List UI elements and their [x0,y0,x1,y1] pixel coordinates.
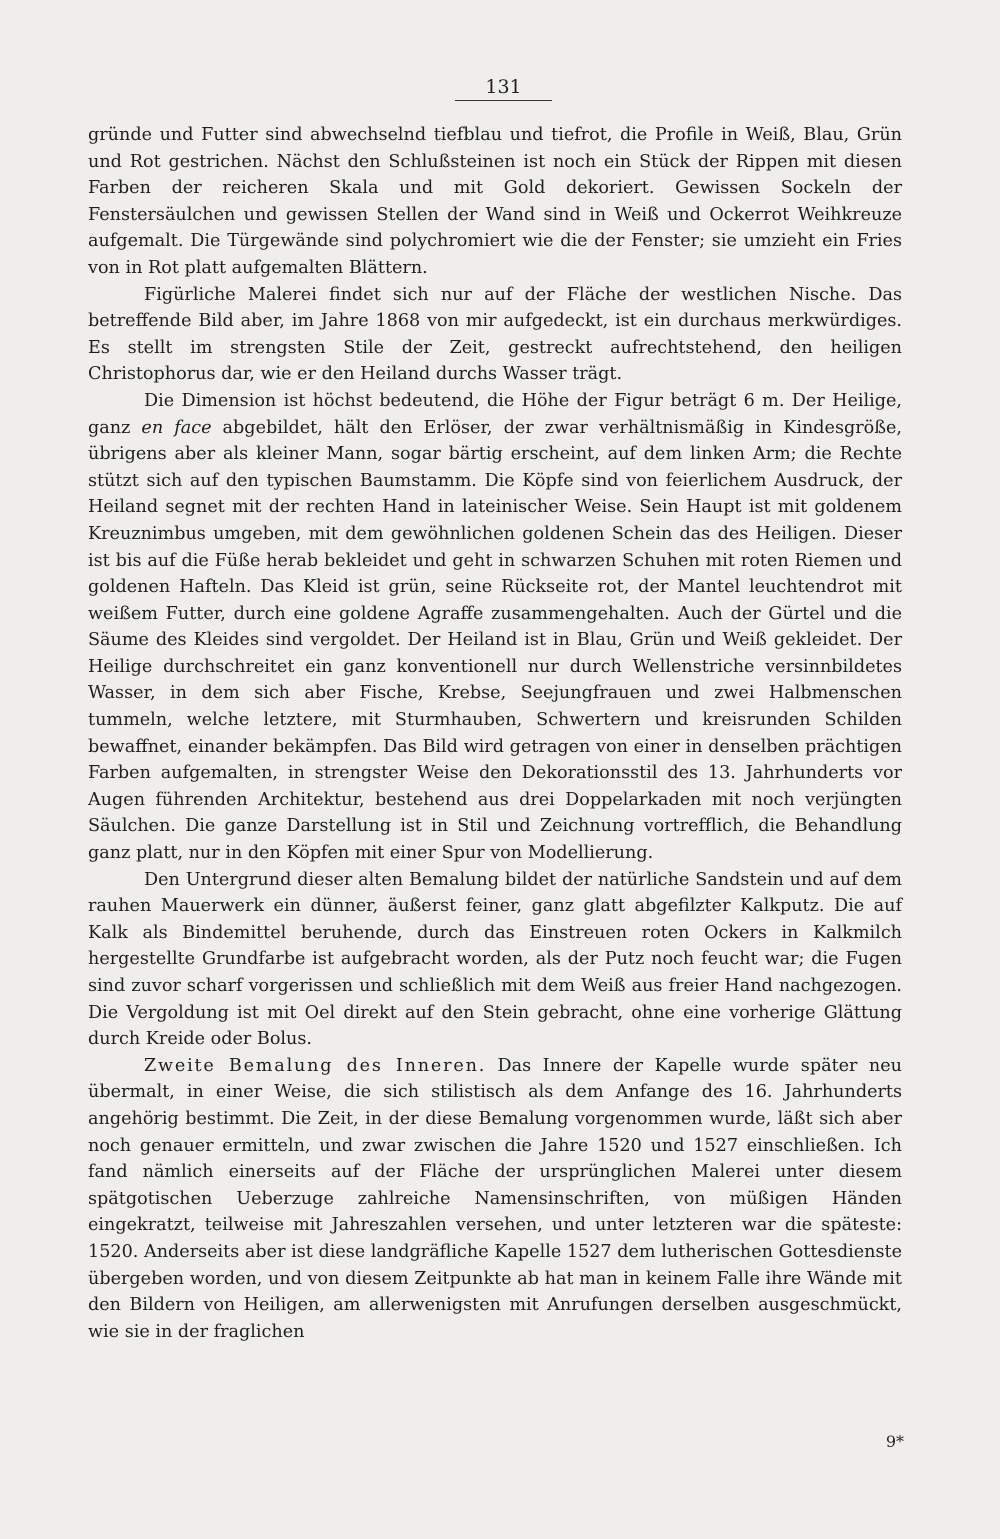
paragraph [88,122,902,282]
paragraph [88,282,902,388]
page-number: 131 [455,76,552,101]
paragraph [88,867,902,1053]
text-run: Die Dimension ist höchst bedeutend, die Höhe der Figur beträgt 6 m. Der Heilige, ganz [88,390,902,438]
section-heading-spaced: Zweite Bemalung des Inneren. [144,1055,487,1076]
printer-signature-mark: 9* [885,1432,904,1451]
paragraph [88,388,902,867]
italic-phrase: en face [141,417,212,438]
text-run: Den Untergrund dieser alten Bemalung bildet der natürliche Sandstein und auf dem rauhen Mauerwerk ein dünner, äußerst feiner, ganz glatt abgefilzter Kalkputz. Die auf Kalk als Bindemittel beruhende, durch das Einstreuen roten Ockers in Kalkmilch hergestellte Grundfarbe ist aufgebracht worden, als der Putz noch feucht war; die Fugen sind zuvor scharf vorgerissen und schließlich mit dem Weiß aus freier Hand nachgezogen. Die Vergoldung ist mit Oel direkt auf den Stein gebracht, ohne eine vorherige Glättung durch Kreide oder Bolus. [88,869,902,1050]
text-run: gründe und Futter sind abwechselnd tiefblau und tiefrot, die Profile in Weiß, Blau, Grün und Rot gestrichen. Nächst den Schlußsteinen ist noch ein Stück der Rippen mit diesen Farben der reicheren Skala und mit Gold dekoriert. Gewissen Sockeln der Fenstersäulchen und gewissen Stellen der Wand sind in Weiß und Ockerrot Weihkreuze aufgemalt. Die Türgewände sind polychromiert wie die der Fenster; sie umzieht ein Fries von in Rot platt aufgemalten Blättern. [88,125,902,278]
text-run: Das Innere der Kapelle wurde später neu übermalt, in einer Weise, die sich stilistisch als dem Anfange des 16. Jahrhunderts angehörig bestimmt. Die Zeit, in der diese Bemalung vorgenommen wurde, läßt sich aber noch genauer ermitteln, und zwar zwischen die Jahre 1520 und 1527 einschließen. Ich fand nämlich einerseits auf der Fläche der ursprünglichen Malerei unter diesem spätgotischen Ueberzuge zahlreiche Namensinschriften, von müßigen Händen eingekratzt, teilweise mit Jahreszahlen versehen, und unter letzteren war die späteste: 1520. Anderseits aber ist diese landgräfliche Kapelle 1527 dem lutherischen Gottesdienste übergeben worden, und von diesem Zeitpunkte ab hat man in keinem Falle ihre Wände mit den Bildern von Heiligen, am allerwenigsten mit Anrufungen derselben ausgeschmückt, wie sie in der fraglichen [88,1055,902,1342]
body-text [88,122,902,1345]
text-run: abgebildet, hält den Erlöser, der zwar verhältnismäßig in Kindesgröße, übrigens aber als kleiner Mann, sogar bärtig erscheint, auf dem linken Arm; die Rechte stützt sich auf den typischen Baumstamm. Die Köpfe sind von feierlichem Ausdruck, der Heiland segnet mit der rechten Hand in lateinischer Weise. Sein Haupt ist mit goldenem Kreuznimbus umgeben, mit dem gewöhnlichen goldenen Schein das des Heiligen. Dieser ist bis auf die Füße herab bekleidet und geht in schwarzen Schuhen mit roten Riemen und goldenen Hafteln. Das Kleid ist grün, seine Rückseite rot, der Mantel leuchtendrot mit weißem Futter, durch eine goldene Agraffe zusammengehalten. Auch der Gürtel und die Säume des Kleides sind vergoldet. Der Heiland ist in Blau, Grün und Weiß gekleidet. Der Heilige durchschreitet ein ganz konventionell nur durch Wellenstriche versinnbildetes Wasser, in dem sich aber Fische, Krebse, Seejungfrauen und zwei Halbmenschen tummeln, welche letztere, mit Sturmhauben, Schwertern und kreisrunden Schilden bewaffnet, einander bekämpfen. Das Bild wird getragen von einer in denselben prächtigen Farben aufgemalten, in strengster Weise den Dekorationsstil des 13. Jahrhunderts vor Augen führenden Architektur, bestehend aus drei Doppelarkaden mit noch verjüngten Säulchen. Die ganze Darstellung ist in Stil und Zeichnung vortrefflich, die Behandlung ganz platt, nur in den Köpfen mit einer Spur von Modellierung. [88,417,903,864]
text-run: Figürliche Malerei findet sich nur auf der Fläche der westlichen Nische. Das betreffende Bild aber, im Jahre 1868 von mir aufgedeckt, ist ein durchaus merkwürdiges. Es stellt im strengsten Stile der Zeit, gestreckt aufrechtstehend, den heiligen Christophorus dar, wie er den Heiland durchs Wasser trägt. [88,284,902,385]
paragraph [88,1053,902,1346]
